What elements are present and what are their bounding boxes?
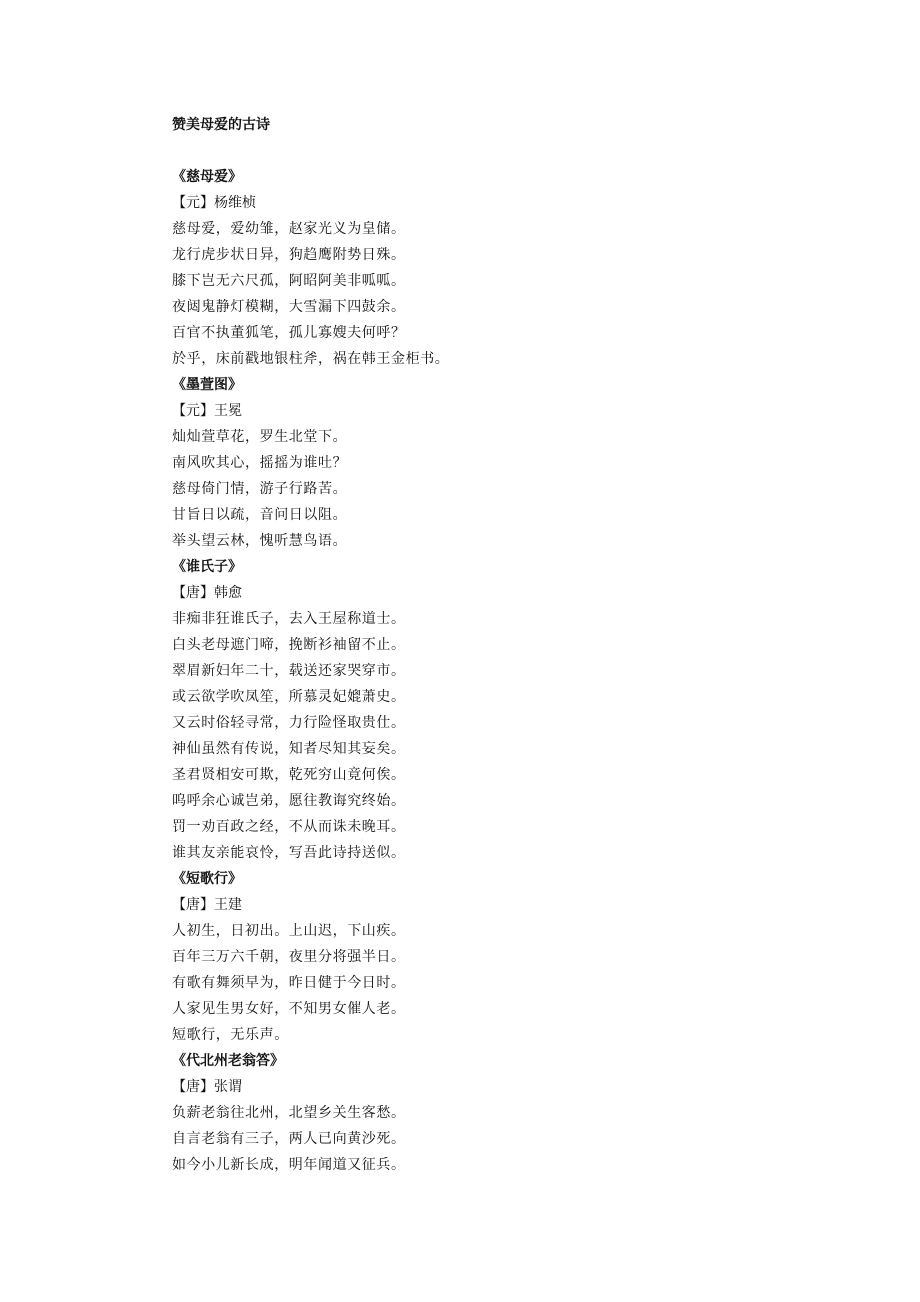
poem-cimuai xyxy=(172,164,732,372)
poem-line: 慈母倚门情，游子行路苦。 xyxy=(172,481,348,497)
poem-line: 如今小儿新长成，明年闻道又征兵。 xyxy=(172,1157,406,1173)
poem-line: 慈母爱，爱幼雏，赵家光义为皇储。 xyxy=(172,221,406,237)
poem-moxuantu xyxy=(172,372,732,554)
poem-author: 【元】杨维桢 xyxy=(172,195,256,211)
poem-line: 举头望云林，愧听慧鸟语。 xyxy=(172,533,348,549)
poem-line: 非痴非狂谁氏子，去入王屋称道士。 xyxy=(172,611,406,627)
poem-title: 《慈母爱》 xyxy=(172,169,242,185)
poem-duangexing xyxy=(172,866,732,1048)
poem-author: 【唐】韩愈 xyxy=(172,585,242,601)
document-page xyxy=(172,112,732,1178)
poem-title: 《谁氏子》 xyxy=(172,559,242,575)
poem-line: 有歌有舞须早为，昨日健于今日时。 xyxy=(172,975,406,991)
poem-line: 灿灿萱草花，罗生北堂下。 xyxy=(172,429,348,445)
poem-line: 负薪老翁往北州，北望乡关生客愁。 xyxy=(172,1105,406,1121)
poem-line: 谁其友亲能哀怜，写吾此诗持送似。 xyxy=(172,845,406,861)
poem-line: 神仙虽然有传说，知者尽知其妄矣。 xyxy=(172,741,406,757)
poem-line: 圣君贤相安可欺，乾死穷山竟何俟。 xyxy=(172,767,406,783)
poem-line: 百年三万六千朝，夜里分将强半日。 xyxy=(172,949,406,965)
poem-line: 龙行虎步状日异，狗趋鹰附势日殊。 xyxy=(172,247,406,263)
poem-line: 自言老翁有三子，两人已向黄沙死。 xyxy=(172,1131,406,1147)
poem-line: 膝下岂无六尺孤，阿昭阿美非呱呱。 xyxy=(172,273,406,289)
poem-line: 人初生，日初出。上山迟，下山疾。 xyxy=(172,923,406,939)
poem-line: 南风吹其心，摇摇为谁吐？ xyxy=(172,455,348,471)
poem-line: 甘旨日以疏，音问日以阻。 xyxy=(172,507,348,523)
poem-line: 百官不执董狐笔，孤儿寡嫂夫何呼？ xyxy=(172,325,406,341)
poem-line: 又云时俗轻寻常，力行险怪取贵仕。 xyxy=(172,715,406,731)
poem-author: 【唐】王建 xyxy=(172,897,242,913)
poem-line: 人家见生男女好，不知男女催人老。 xyxy=(172,1001,406,1017)
poem-line: 罚一劝百政之经，不从而诛未晚耳。 xyxy=(172,819,406,835)
poem-author: 【唐】张谓 xyxy=(172,1079,242,1095)
poem-shuishizi xyxy=(172,554,732,866)
poem-line: 或云欲学吹凤笙，所慕灵妃媲萧史。 xyxy=(172,689,406,705)
poem-line: 翠眉新妇年二十，载送还家哭穿市。 xyxy=(172,663,406,679)
poem-line: 白头老母遮门啼，挽断衫袖留不止。 xyxy=(172,637,406,653)
poem-daibeizhou xyxy=(172,1048,732,1178)
poem-line: 於乎，床前戳地银柱斧，祸在韩王金柜书。 xyxy=(172,351,450,367)
document-title: 赞美母爱的古诗 xyxy=(172,117,270,133)
poem-title: 《墨萱图》 xyxy=(172,377,242,393)
poem-line: 短歌行，无乐声。 xyxy=(172,1027,289,1043)
poem-author: 【元】王冕 xyxy=(172,403,242,419)
poem-title: 《短歌行》 xyxy=(172,871,242,887)
poem-line: 呜呼余心诚岂弟，愿往教诲究终始。 xyxy=(172,793,406,809)
poem-title: 《代北州老翁答》 xyxy=(172,1053,284,1069)
poem-line: 夜闼鬼静灯模糊，大雪漏下四鼓余。 xyxy=(172,299,406,315)
